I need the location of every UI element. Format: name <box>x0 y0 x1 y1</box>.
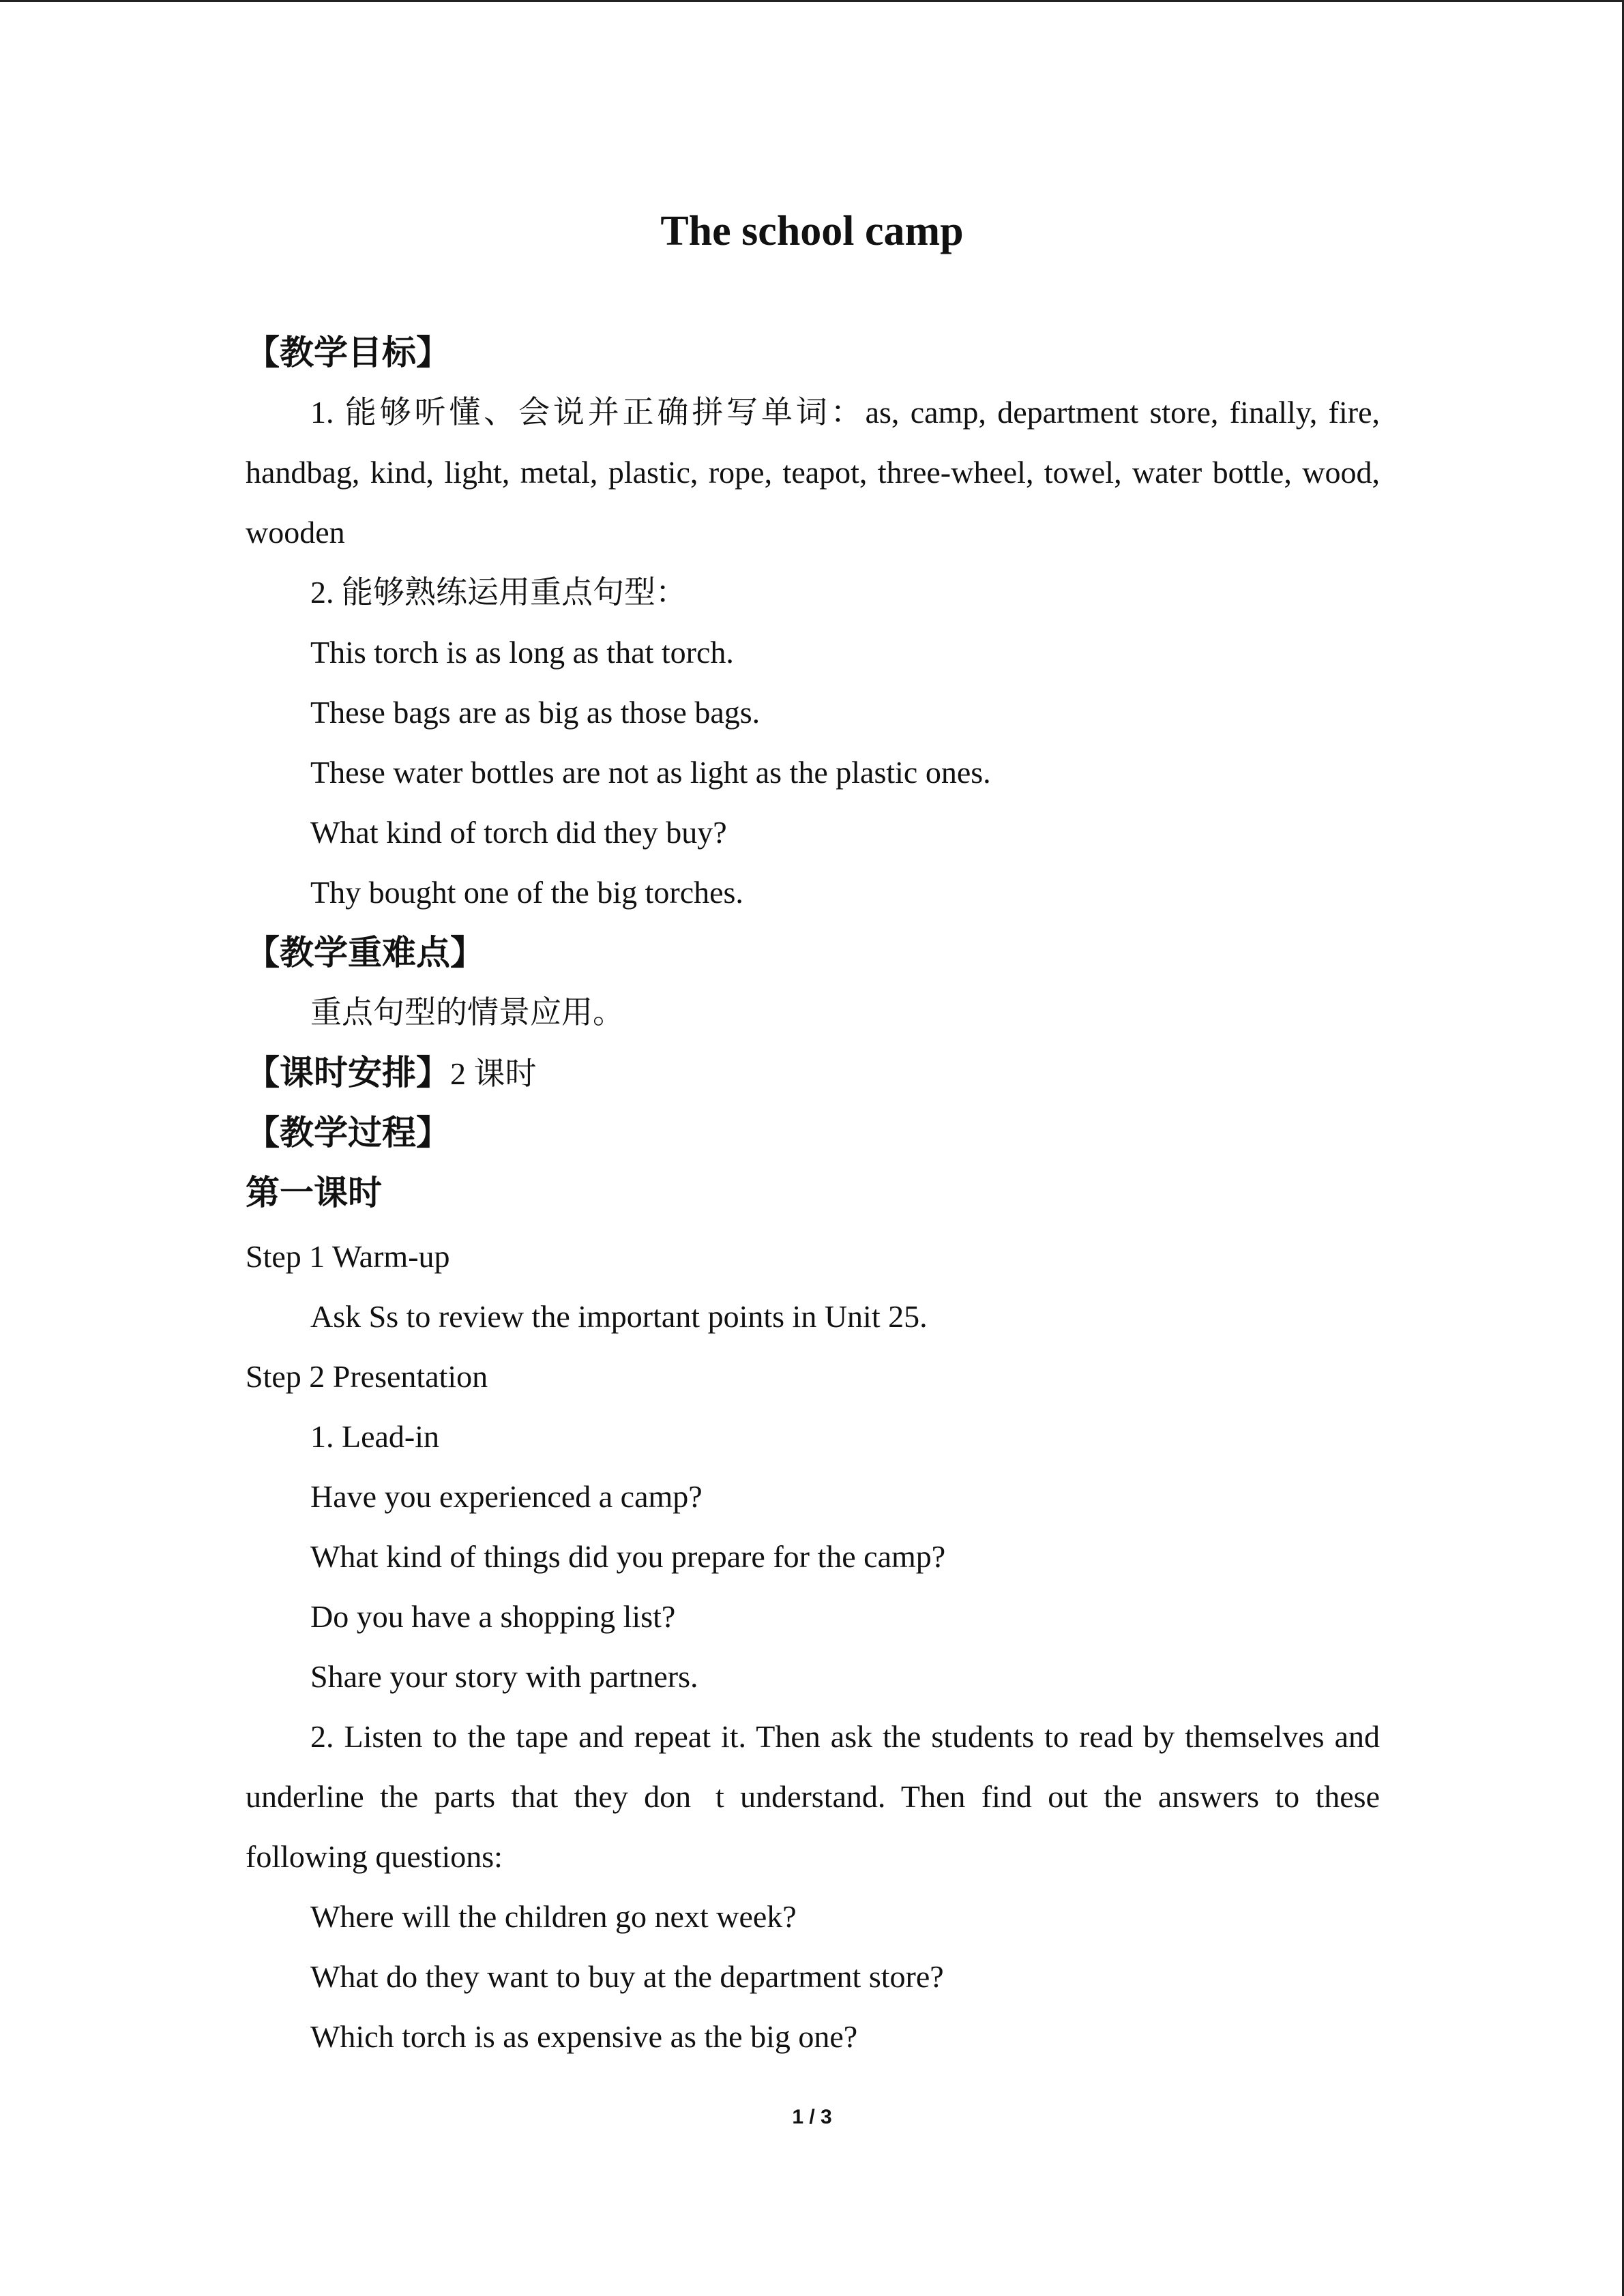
sentence-pattern: These water bottles are not as light as the plastic ones. <box>310 755 991 790</box>
schedule-label: 【课时安排】 <box>246 1053 450 1092</box>
step-text: 1. Lead-in <box>310 1419 440 1454</box>
vocabulary-line-2: handbag, kind, light, metal, plastic, rope, teapot, three-wheel, towel, water bottle, wood, <box>246 455 1380 490</box>
question-line: Which torch is as expensive as the big one? <box>310 2019 858 2054</box>
section-heading-schedule <box>246 1052 1380 1094</box>
paragraph-line: following questions: <box>246 1839 503 1874</box>
question-line: Have you experienced a camp? <box>310 1479 703 1514</box>
question-line: What kind of things did you prepare for the camp? <box>310 1539 946 1574</box>
key-points-text: 重点句型的情景应用。 <box>310 995 624 1030</box>
question-line: Do you have a shopping list? <box>310 1599 676 1634</box>
paragraph-line: underline the parts that they don t understand. Then find out the answers to these <box>246 1779 1380 1814</box>
vocabulary-line-3: wooden <box>246 515 345 550</box>
sentence-pattern: What kind of torch did they buy? <box>310 815 727 850</box>
step-text: Ask Ss to review the important points in Unit 25. <box>310 1299 928 1334</box>
section-heading-objectives: 【教学目标】 <box>246 333 450 372</box>
section-heading-key-points: 【教学重难点】 <box>246 933 484 972</box>
question-line: What do they want to buy at the department store? <box>310 1959 944 1994</box>
document-title: The school camp <box>660 208 964 254</box>
page-number: 1 / 3 <box>792 2106 832 2128</box>
question-line: Where will the children go next week? <box>310 1899 797 1934</box>
schedule-value: 2 课时 <box>450 1056 537 1091</box>
step-heading: Step 2 Presentation <box>246 1359 488 1394</box>
sentence-pattern: This torch is as long as that torch. <box>310 635 734 670</box>
paragraph-line: 2. Listen to the tape and repeat it. Then ask the students to read by themselves and <box>310 1719 1380 1754</box>
sentence-pattern-intro: 2. 能够熟练运用重点句型： <box>310 575 687 610</box>
section-heading-process: 【教学过程】 <box>246 1113 450 1152</box>
vocabulary-line-1: 1. 能够听懂、会说并正确拼写单词：as, camp, department store, finally, fire, <box>310 395 1380 430</box>
lesson-heading: 第一课时 <box>246 1173 382 1212</box>
sentence-pattern: Thy bought one of the big torches. <box>310 875 743 910</box>
step-text: Share your story with partners. <box>310 1659 698 1694</box>
sentence-pattern: These bags are as big as those bags. <box>310 695 761 730</box>
step-heading: Step 1 Warm-up <box>246 1239 450 1274</box>
